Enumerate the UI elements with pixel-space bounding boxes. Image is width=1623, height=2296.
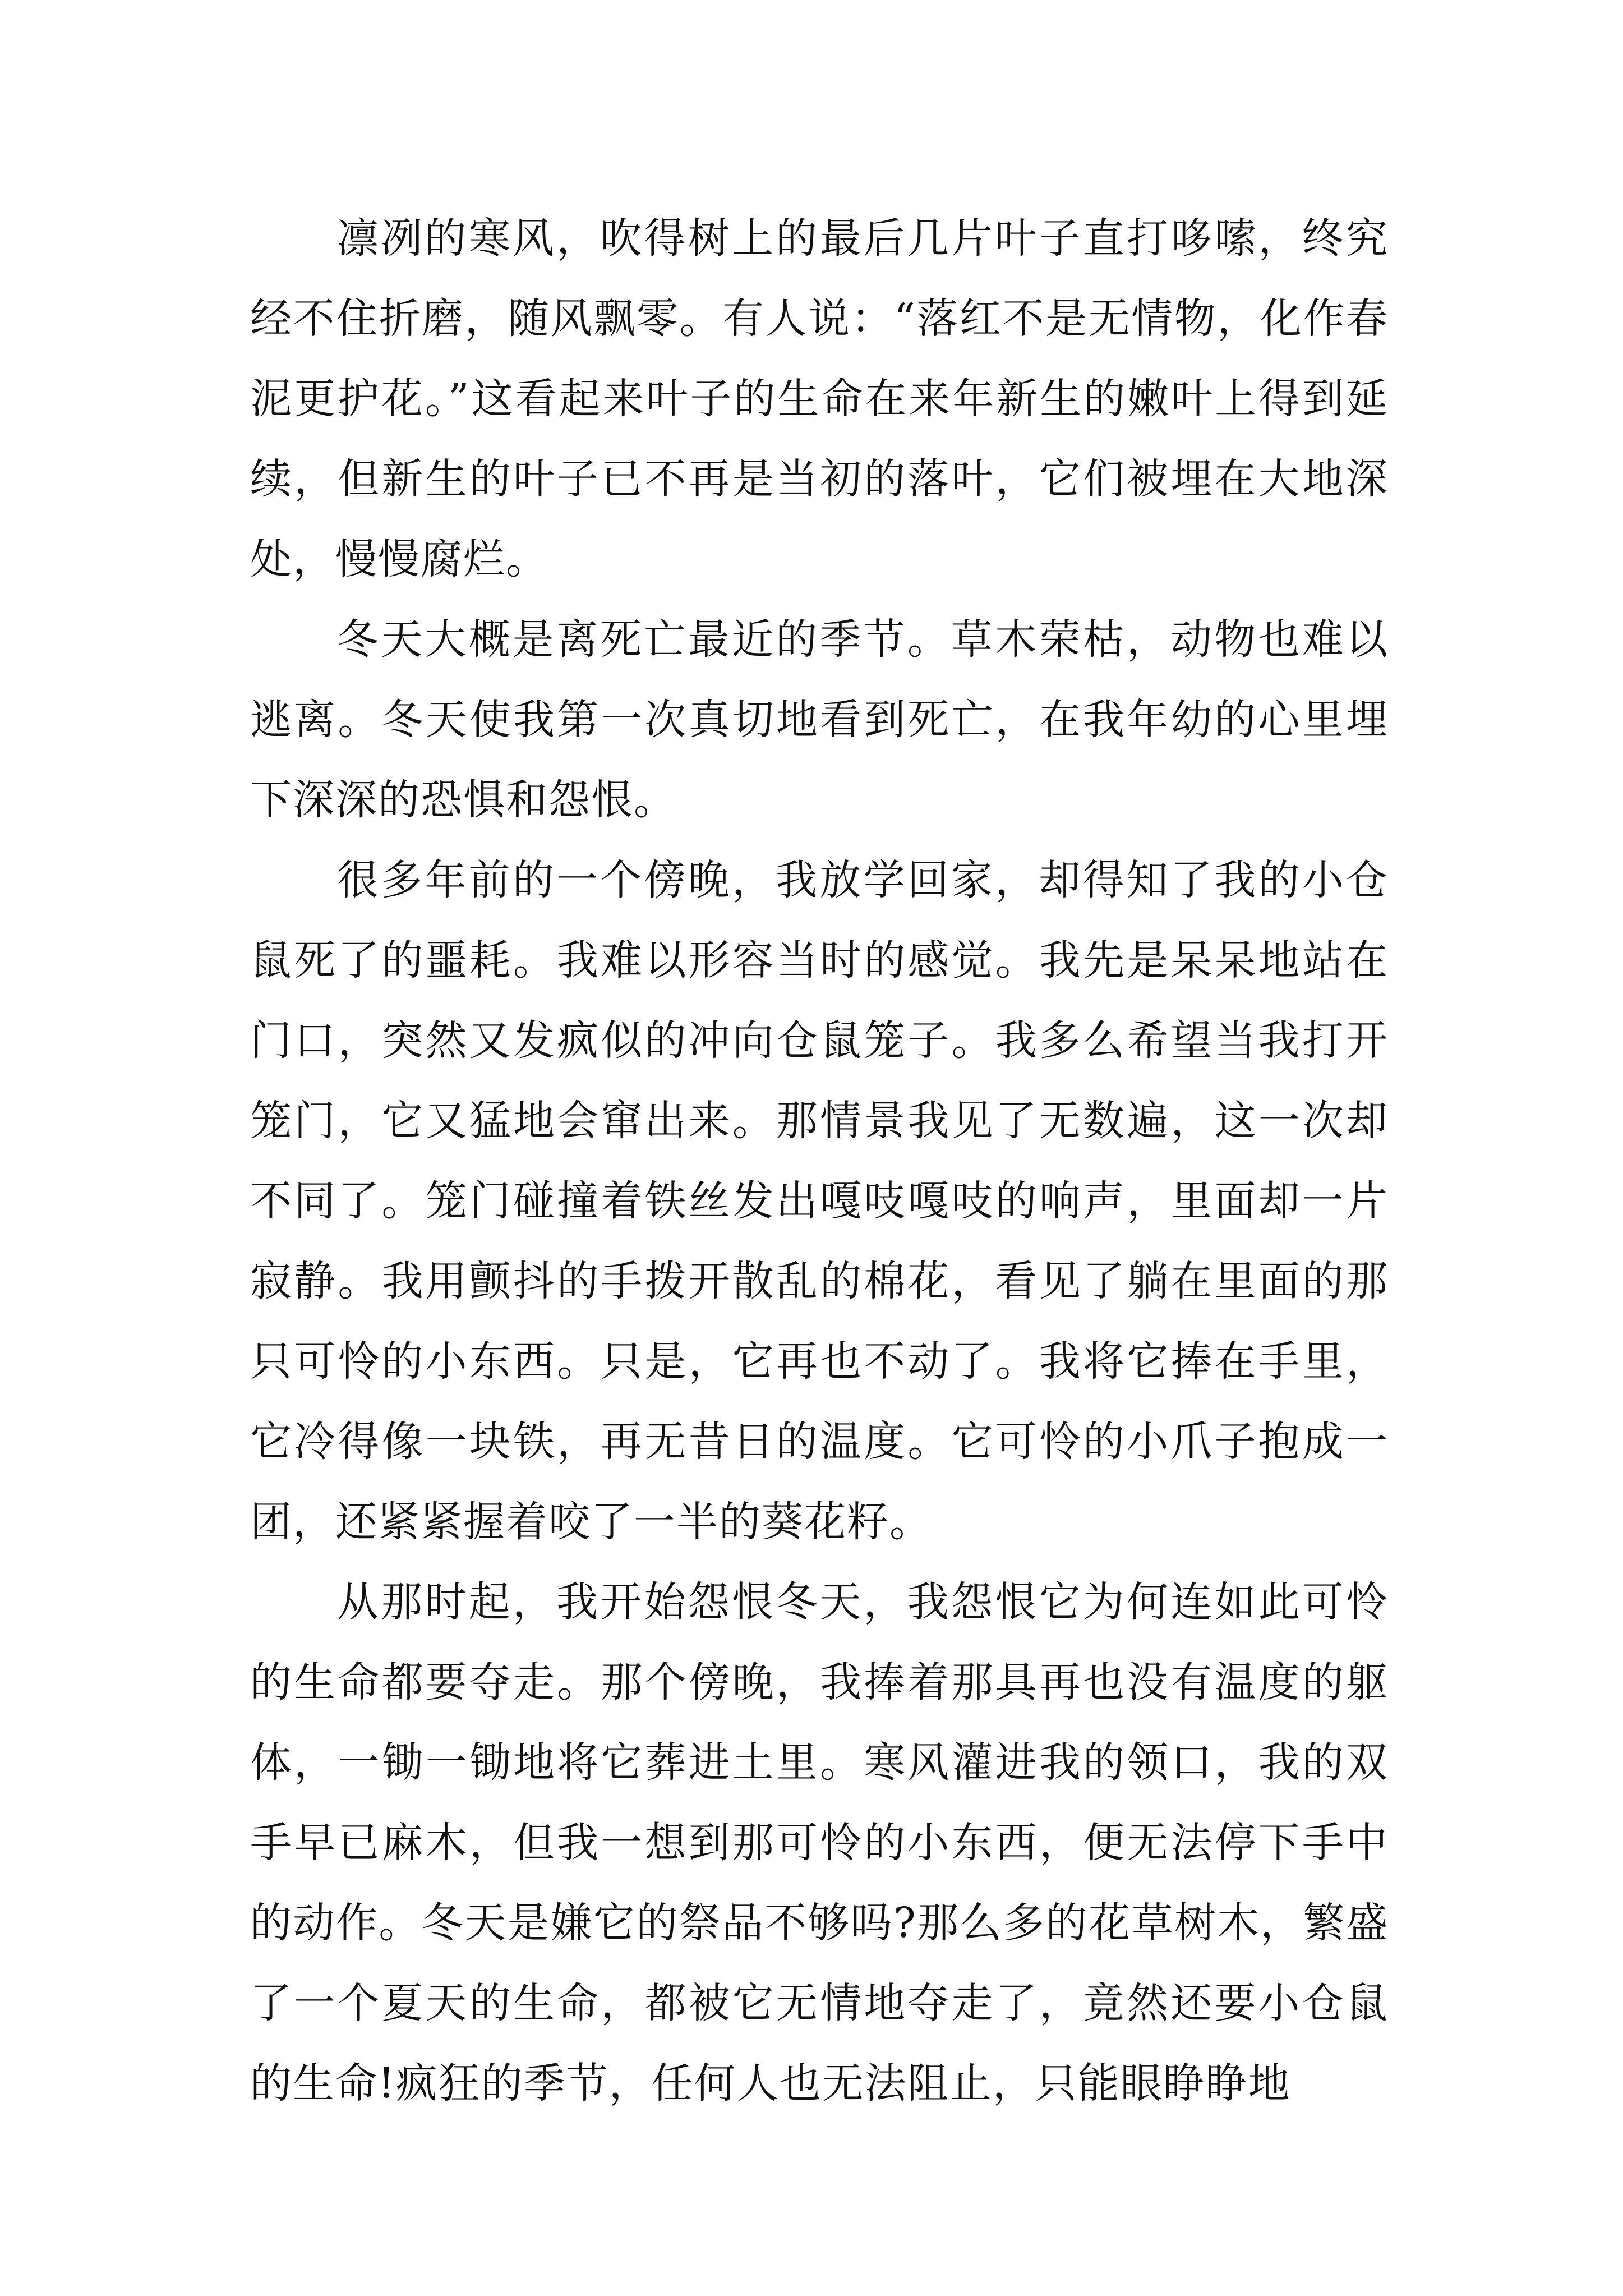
paragraph: 凛冽的寒风，吹得树上的最后几片叶子直打哆嗦，终究经不住折磨，随风飘零。有人说：“落红不是无情物，化作春泥更护花。”这看起来叶子的生命在来年新生的嫩叶上得到延续，但新生的叶子已不再是当初的落叶，它们被埋在大地深处，慢慢腐烂。 — [250, 214, 1389, 583]
paragraph: 冬天大概是离死亡最近的季节。草木荣枯，动物也难以逃离。冬天使我第一次真切地看到死亡，在我年幼的心里埋下深深的恐惧和怨恨。 — [250, 615, 1389, 824]
paragraph: 很多年前的一个傍晚，我放学回家，却得知了我的小仓鼠死了的噩耗。我难以形容当时的感觉。我先是呆呆地站在门口，突然又发疯似的冲向仓鼠笼子。我多么希望当我打开笼门，它又猛地会窜出来。那情景我见了无数遍，这一次却不同了。笼门碰撞着铁丝发出嘎吱嘎吱的响声，里面却一片寂静。我用颤抖的手拨开散乱的棉花，看见了躺在里面的那只可怜的小东西。只是，它再也不动了。我将它捧在手里，它冷得像一块铁，再无昔日的温度。它可怜的小爪子抱成一团，还紧紧握着咬了一半的葵花籽。 — [250, 856, 1389, 1546]
document-page — [250, 199, 1389, 2124]
paragraph: 从那时起，我开始怨恨冬天，我怨恨它为何连如此可怜的生命都要夺走。那个傍晚，我捧着那具再也没有温度的躯体，一锄一锄地将它葬进土里。寒风灌进我的领口，我的双手早已麻木，但我一想到那可怜的小东西，便无法停下手中的动作。冬天是嫌它的祭品不够吗?那么多的花草树木，繁盛了一个夏天的生命，都被它无情地夺走了，竟然还要小仓鼠的生命!疯狂的季节，任何人也无法阻止，只能眼睁睁地 — [250, 1578, 1389, 2108]
